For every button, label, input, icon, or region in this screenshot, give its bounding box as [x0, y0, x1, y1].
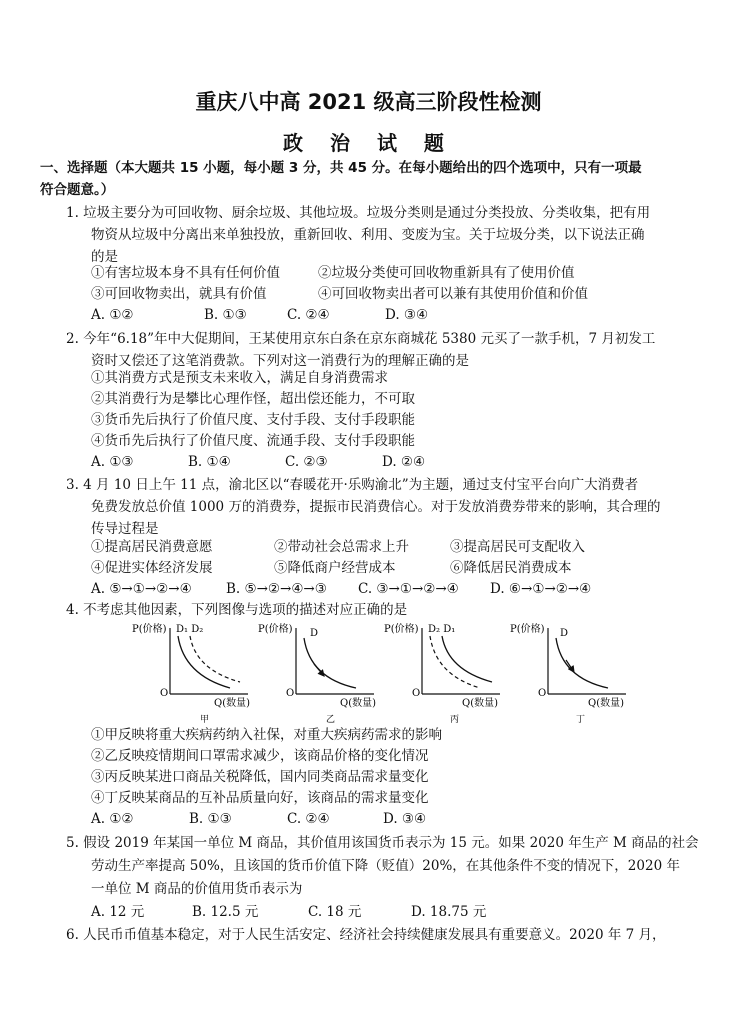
q5-option-b: B. 12.5 元	[192, 904, 259, 920]
q4-statement-1: ①甲反映将重大疾病药纳入社保，对重大疾病药需求的影响	[91, 727, 442, 743]
q3-statement-1: ①提高居民消费意愿	[91, 539, 213, 555]
graph-yi-name: 乙	[326, 715, 336, 725]
graph-bing-curves: D₂ D₁	[428, 624, 456, 635]
q1-statement-3: ③可回收物卖出，就具有价值	[91, 286, 267, 302]
q3-statement-4: ④促进实体经济发展	[91, 560, 213, 576]
graph-jia-curves: D₁ D₂	[176, 624, 204, 635]
q3-statement-3: ③提高居民可支配收入	[450, 539, 585, 555]
graph-ding-origin: O	[538, 688, 547, 699]
q4-option-c: C. ②④	[287, 811, 330, 827]
graph-bing-q-label: Q(数量)	[462, 698, 499, 709]
q2-statement-3: ③货币先后执行了价值尺度、支付手段、支付手段职能	[91, 412, 415, 428]
q4-statement-3: ③丙反映某进口商品关税降低，国内同类商品需求量变化	[91, 769, 429, 785]
graph-jia-name: 甲	[200, 715, 210, 725]
q3-option-c: C. ③→①→②→④	[358, 581, 459, 597]
q5-option-c: C. 18 元	[308, 904, 362, 920]
graph-yi-p-label: P(价格)	[258, 624, 293, 635]
q2-statement-2: ②其消费行为是攀比心理作怪，超出偿还能力，不可取	[91, 391, 415, 407]
graph-ding-p-label: P(价格)	[510, 624, 545, 635]
graph-bing-p-label: P(价格)	[384, 624, 419, 635]
q2-stem-line1: 2. 今年“6.18”年中大促期间，王某使用京东白条在京东商城花 5380 元买了一款手机，7 月初发工	[66, 331, 656, 347]
q2-option-b: B. ①④	[188, 454, 231, 470]
q1-statement-2: ②垃圾分类使可回收物重新具有了使用价值	[318, 265, 575, 281]
q2-stem-line2: 资时又偿还了这笔消费款。下列对这一消费行为的理解正确的是	[91, 353, 469, 369]
graph-jia-q-label: Q(数量)	[214, 698, 251, 709]
exam-subject: 政 治 试 题	[283, 131, 454, 155]
q5-stem-line2: 劳动生产率提高 50%，且该国的货币价值下降（贬值）20%，在其他条件不变的情况下，2020 年	[91, 858, 680, 874]
q1-option-b: B. ①③	[204, 307, 247, 323]
q4-option-b: B. ①③	[189, 811, 232, 827]
q3-option-b: B. ⑤→②→④→③	[226, 581, 327, 597]
graph-bing-name: 丙	[450, 715, 460, 725]
graph-yi-origin: O	[286, 688, 295, 699]
q5-option-d: D. 18.75 元	[411, 904, 487, 920]
q1-option-d: D. ③④	[385, 307, 429, 323]
graph-bing-origin: O	[412, 688, 421, 699]
q6-stem-line1: 6. 人民币币值基本稳定，对于人民生活安定、经济社会持续健康发展具有重要意义。2020 年 7 月，	[66, 927, 666, 943]
graph-bing	[384, 622, 500, 725]
graph-ding-q-label: Q(数量)	[588, 698, 625, 709]
q4-option-a: A. ①②	[91, 811, 134, 827]
graph-jia	[132, 622, 250, 725]
q2-option-c: C. ②③	[285, 454, 328, 470]
q3-stem-line3: 传导过程是	[91, 521, 159, 537]
q2-statement-4: ④货币先后执行了价值尺度、流通手段、支付手段职能	[91, 433, 415, 449]
section-heading-line2: 符合题意。）	[40, 182, 115, 198]
q3-statement-5: ⑤降低商户经营成本	[274, 560, 396, 576]
exam-title: 重庆八中高 2021 级高三阶段性检测	[195, 90, 542, 114]
q2-statement-1: ①其消费方式是预支未来收入，满足自身消费需求	[91, 370, 388, 386]
graph-jia-origin: O	[160, 688, 169, 699]
graph-yi-curves: D	[310, 628, 319, 639]
q1-option-a: A. ①②	[91, 307, 134, 323]
graph-ding-curves: D	[560, 628, 569, 639]
section-heading-line1: 一、选择题（本大题共 15 小题，每小题 3 分，共 45 分。在每小题给出的四个选项中，只有一项最	[40, 160, 642, 176]
q3-option-d: D. ⑥→①→②→④	[490, 581, 592, 597]
demand-graphs	[132, 620, 625, 726]
q5-option-a: A. 12 元	[91, 904, 145, 920]
graph-ding-name: 丁	[576, 715, 586, 725]
q2-option-d: D. ②④	[382, 454, 426, 470]
q3-stem-line2: 免费发放总价值 1000 万的消费券，提振市民消费信心。对于发放消费券带来的影响，其合理的	[91, 499, 661, 515]
q1-stem-line3: 的是	[91, 249, 118, 265]
q3-option-a: A. ⑤→①→②→④	[91, 581, 192, 597]
q5-stem-line3: 一单位 M 商品的价值用货币表示为	[91, 881, 303, 897]
graph-ding	[510, 622, 626, 725]
graph-jia-p-label: P(价格)	[132, 624, 167, 635]
q1-stem-line2: 物资从垃圾中分离出来单独投放，重新回收、利用、变废为宝。关于垃圾分类，以下说法正确	[91, 227, 645, 243]
q3-statement-6: ⑥降低居民消费成本	[450, 560, 572, 576]
q4-statement-4: ④丁反映某商品的互补品质量向好，该商品的需求量变化	[91, 790, 429, 806]
q4-option-d: D. ③④	[383, 811, 427, 827]
q2-option-a: A. ①③	[91, 454, 134, 470]
q4-statement-2: ②乙反映疫情期间口罩需求减少，该商品价格的变化情况	[91, 748, 429, 764]
q3-statement-2: ②带动社会总需求上升	[274, 539, 409, 555]
graph-yi	[258, 622, 376, 725]
q1-statement-1: ①有害垃圾本身不具有任何价值	[91, 265, 280, 281]
q5-stem-line1: 5. 假设 2019 年某国一单位 M 商品，其价值用该国货币表示为 15 元。如果 2020 年生产 M 商品的社会	[66, 835, 699, 851]
q1-option-c: C. ②④	[287, 307, 330, 323]
q3-stem-line1: 3. 4 月 10 日上午 11 点，渝北区以“春暖花开·乐购渝北”为主题，通过支付宝平台向广大消费者	[66, 477, 639, 493]
q4-stem-line1: 4. 不考虑其他因素，下列图像与选项的描述对应正确的是	[66, 602, 408, 618]
q1-statement-4: ④可回收物卖出者可以兼有其使用价值和价值	[318, 286, 588, 302]
q1-stem-line1: 1. 垃圾主要分为可回收物、厨余垃圾、其他垃圾。垃圾分类则是通过分类投放、分类收集，把有用	[66, 205, 651, 221]
graph-yi-q-label: Q(数量)	[340, 698, 377, 709]
